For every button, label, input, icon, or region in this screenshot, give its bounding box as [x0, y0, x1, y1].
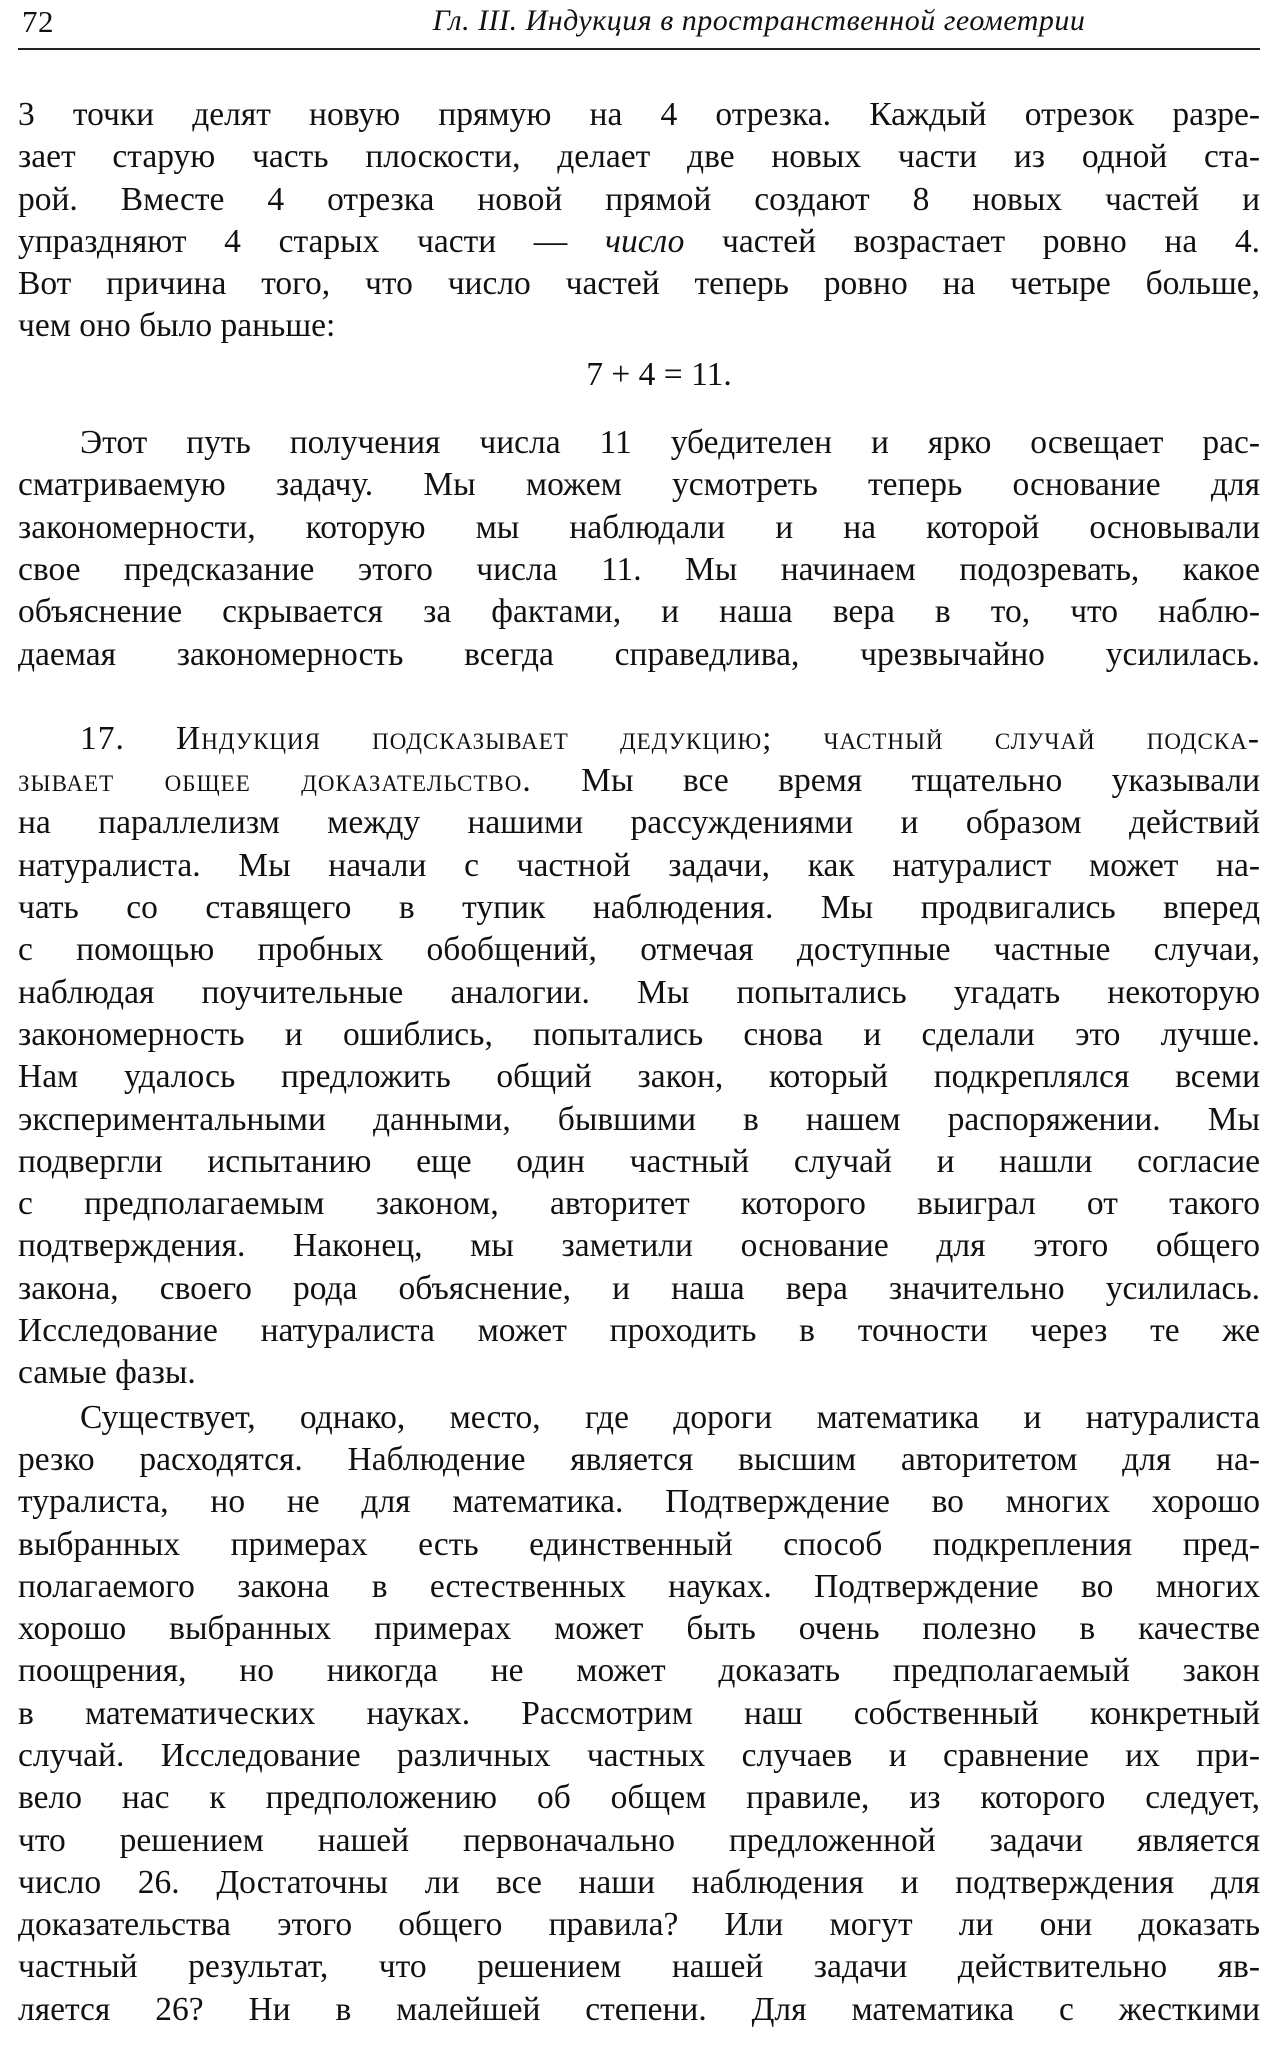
text-line: рой. Вместе 4 отрезка новой прямой создают 8 новых частей и — [18, 180, 1260, 218]
text-line: Существует, однако, место, где дороги математика и натуралиста — [80, 1398, 1260, 1436]
text-line: свое предсказание этого числа 11. Мы начинаем подозревать, какое — [18, 550, 1260, 588]
text-line: наблюдая поучительные аналогии. Мы попытались угадать некоторую — [18, 973, 1260, 1011]
text-line: натуралиста. Мы начали с частной задачи, как натуралист может на- — [18, 846, 1260, 884]
text-line: ляется 26? Ни в малейшей степени. Для математика с жесткими — [18, 1990, 1260, 2028]
text-line: Исследование натуралиста может проходить в точности через те же — [18, 1312, 1260, 1350]
text-fragment: упраздняют 4 старых части — — [18, 222, 605, 260]
running-header — [18, 0, 1260, 50]
text-line: закономерности, которую мы наблюдали и на которой основывали — [18, 508, 1260, 546]
text-line: закономерность и ошиблись, попытались снова и сделали это лучше. — [18, 1015, 1260, 1053]
section-heading-line: 17. Индукция подсказывает дедукцию; частный случай подска- — [80, 719, 1260, 757]
text-line: даемая закономерность всегда справедлива, чрезвычайно усилилась. — [18, 635, 1260, 673]
text-line: сматриваемую задачу. Мы можем усмотреть теперь основание для — [18, 466, 1260, 504]
text-line: резко расходятся. Наблюдение является высшим авторитетом для на- — [18, 1440, 1260, 1478]
text-line: число 26. Достаточны ли все наши наблюдения и подтверждения для — [18, 1863, 1260, 1901]
section-heading-fragment: зывает общее доказательство. — [18, 762, 532, 800]
text-line: доказательства этого общего правила? Или могут ли они доказать — [18, 1906, 1260, 1944]
text-line: чать со ставящего в тупик наблюдения. Мы продвигались вперед — [18, 889, 1260, 927]
text-line: хорошо выбранных примерах может быть очень полезно в качестве — [18, 1610, 1260, 1648]
text-line: с помощью пробных обобщений, отмечая доступные частные случаи, — [18, 931, 1260, 969]
book-page — [18, 0, 1260, 2048]
text-line: случай. Исследование различных частных случаев и сравнение их при- — [18, 1736, 1260, 1774]
text-fragment: Мы все время тщательно указывали — [531, 762, 1260, 800]
text-line: туралиста, но не для математика. Подтверждение во многих хорошо — [18, 1483, 1260, 1521]
text-line: частный результат, что решением нашей задачи действительно яв- — [18, 1948, 1260, 1986]
paragraph-4 — [18, 1397, 1260, 2031]
paragraph-2 — [18, 422, 1260, 676]
text-line — [18, 221, 1260, 263]
formula: 7 + 4 = 11. — [586, 355, 732, 393]
text-line: на параллелизм между нашими рассуждениями и образом действий — [18, 804, 1260, 842]
text-line: в математических науках. Рассмотрим наш собственный конкретный — [18, 1694, 1260, 1732]
text-line: зает старую часть плоскости, делает две новых части из одной ста- — [18, 138, 1260, 176]
text-line: чем оно было раньше: — [18, 307, 336, 345]
text-line: подвергли испытанию еще один частный случай и нашли согласие — [18, 1142, 1260, 1180]
paragraph-gap — [18, 676, 1260, 718]
text-fragment: частей возрастает ровно на 4. — [684, 222, 1260, 260]
paragraph-1 — [18, 94, 1260, 348]
section-17 — [18, 718, 1260, 1395]
text-line: закона, своего рода объяснение, и наша вера значительно усилилась. — [18, 1269, 1260, 1307]
text-line: выбранных примерах есть единственный способ подкрепления пред- — [18, 1525, 1260, 1563]
chapter-title: Гл. III. Индукция в пространственной геометрии — [432, 4, 1086, 37]
text-line: подтверждения. Наконец, мы заметили основание для этого общего — [18, 1227, 1260, 1265]
text-line: что решением нашей первоначально предложенной задачи является — [18, 1821, 1260, 1859]
text-line: самые фазы. — [18, 1354, 196, 1392]
body-text — [18, 94, 1260, 2031]
text-line: 3 точки делят новую прямую на 4 отрезка. Каждый отрезок разре- — [18, 96, 1260, 133]
text-line: Нам удалось предложить общий закон, который подкреплялся всеми — [18, 1058, 1260, 1096]
emphasized-word: число — [604, 222, 685, 260]
text-line: Вот причина того, что число частей теперь ровно на четыре больше, — [18, 265, 1260, 303]
page-number: 72 — [22, 4, 54, 39]
text-line: с предполагаемым законом, авторитет которого выиграл от такого — [18, 1185, 1260, 1223]
text-line: поощрения, но никогда не может доказать предполагаемый закон — [18, 1652, 1260, 1690]
text-line: Этот путь получения числа 11 убедителен и ярко освещает рас- — [80, 424, 1260, 462]
text-line: объяснение скрывается за фактами, и наша вера в то, что наблю- — [18, 593, 1260, 631]
text-line: вело нас к предположению об общем правиле, из которого следует, — [18, 1779, 1260, 1817]
text-line — [18, 760, 1260, 802]
text-line: экспериментальными данными, бывшими в нашем распоряжении. Мы — [18, 1100, 1260, 1138]
text-line: полагаемого закона в естественных науках. Подтверждение во многих — [18, 1567, 1260, 1605]
